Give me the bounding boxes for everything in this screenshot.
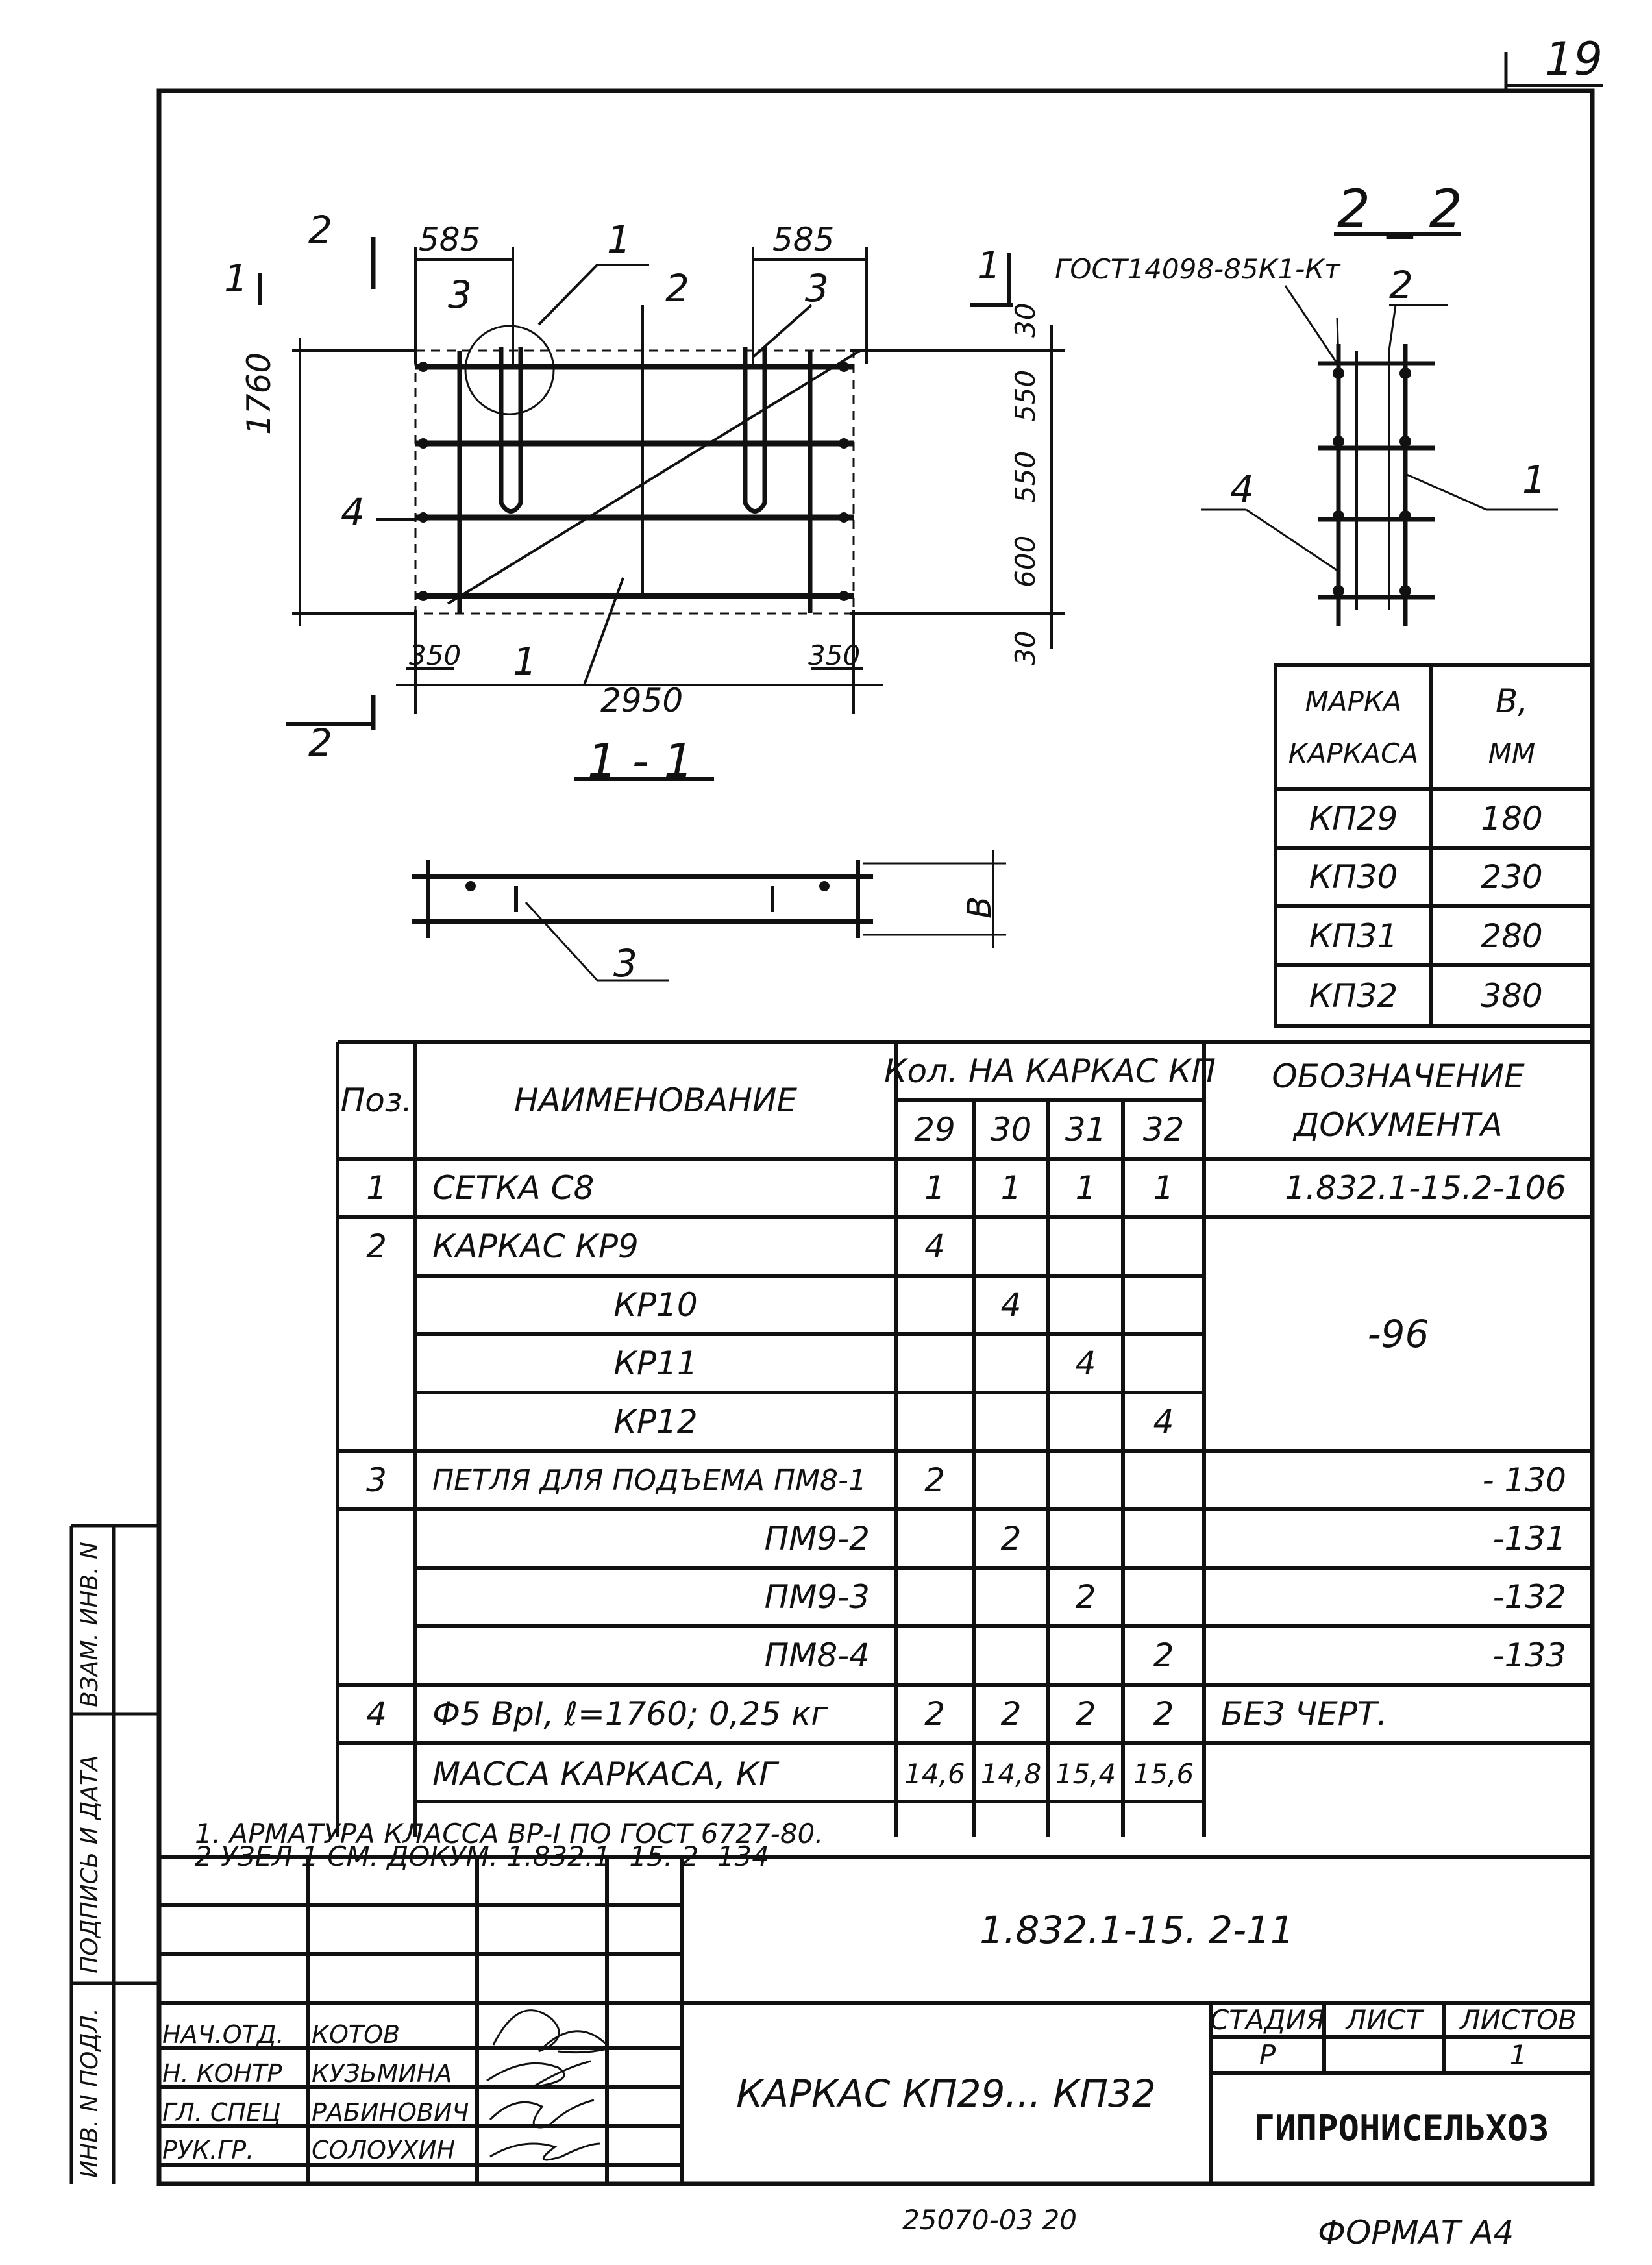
spec-cell-qty: 2	[924, 1461, 945, 1499]
section-2-2-pos-4: 4	[1230, 467, 1254, 512]
spec-cell-qty: 1	[1075, 1169, 1096, 1207]
spec-cell-name: СЕТКА С8	[432, 1169, 595, 1207]
marks-row-b: 380	[1481, 976, 1543, 1015]
spec-cell-name: Ф5 ВрI, ℓ=1760; 0,25 кг	[432, 1695, 828, 1733]
side-stamp-sign: ПОДПИСЬ И ДАТА	[77, 1755, 103, 1974]
person-name: КОТОВ	[312, 2020, 401, 2049]
spec-cell-pos: 3	[366, 1461, 387, 1499]
spec-cell-qty: 4	[1000, 1286, 1022, 1324]
spec-header-name: НАИМЕНОВАНИЕ	[514, 1082, 797, 1119]
spec-cell-qty	[896, 1509, 974, 1568]
spec-cell-qty	[896, 1276, 974, 1334]
dim-600: 600	[1009, 535, 1041, 588]
pos-3-right: 3	[805, 266, 829, 310]
sheets-value: 1	[1509, 2039, 1527, 2071]
dim-30-bottom: 30	[1009, 630, 1041, 665]
section-2-2-title: 2 _ 2	[1337, 179, 1462, 239]
spec-cell-qty	[896, 1392, 974, 1451]
spec-cell-qty	[974, 1217, 1048, 1276]
dim-350-right: 350	[808, 639, 861, 671]
sheets-label: ЛИСТОВ	[1460, 2004, 1577, 2036]
spec-cell-qty: 1	[1153, 1169, 1174, 1207]
doc-code: 1.832.1-15. 2-11	[980, 1907, 1294, 1952]
spec-cell-qty	[1048, 1276, 1123, 1334]
spec-cell-name: КР10	[613, 1286, 698, 1324]
spec-header-col: 30	[990, 1111, 1032, 1148]
spec-cell-name: ПЕТЛЯ ДЛЯ ПОДЪЕМА ПМ8-1	[432, 1463, 867, 1497]
stage-label: СТАДИЯ	[1209, 2004, 1325, 2036]
spec-cell-qty	[1123, 1451, 1204, 1509]
spec-header-col: 29	[914, 1111, 955, 1148]
spec-cell-name: КАРКАС КР9	[432, 1228, 639, 1265]
spec-cell-name: ПМ8-4	[764, 1637, 870, 1674]
spec-cell-pos: 4	[366, 1695, 387, 1733]
spec-header-doc-l2: ДОКУМЕНТА	[1294, 1106, 1503, 1144]
spec-cell-qty: 14,6	[904, 1758, 965, 1790]
pos-4: 4	[341, 490, 365, 534]
spec-cell-qty: 4	[1075, 1344, 1096, 1382]
spec-cell-qty	[1123, 1509, 1204, 1568]
spec-cell-qty	[1048, 1626, 1123, 1685]
dim-b: В	[961, 896, 998, 919]
spec-cell-qty	[974, 1451, 1048, 1509]
archive-number: 25070-03 20	[902, 2204, 1078, 2236]
spec-cell-qty	[896, 1626, 974, 1685]
stage-value: Р	[1259, 2039, 1276, 2071]
cut-mark-2: 2	[308, 208, 332, 252]
spec-cell-pos: 1	[366, 1169, 387, 1207]
spec-cell-pos	[338, 1509, 415, 1568]
dim-30-top: 30	[1009, 303, 1041, 338]
role: НАЧ.ОТД.	[162, 2020, 284, 2049]
spec-cell-qty	[1123, 1276, 1204, 1334]
cut-mark-2b: 2	[308, 721, 332, 765]
spec-cell-qty: 2	[1000, 1695, 1022, 1733]
spec-cell-qty	[896, 1334, 974, 1392]
dim-1760: 1760	[240, 352, 278, 435]
spec-merged-doc: -96	[1367, 1312, 1429, 1356]
pos-2: 2	[665, 266, 689, 310]
sheet-value	[1324, 2037, 1444, 2073]
marks-header-mark-l2: КАРКАСА	[1288, 737, 1419, 769]
spec-cell-qty: 2	[1000, 1520, 1022, 1557]
sheet-label: ЛИСТ	[1346, 2004, 1423, 2036]
spec-cell-qty	[1048, 1509, 1123, 1568]
dim-550-b: 550	[1009, 451, 1041, 503]
marks-row-mark: КП29	[1309, 799, 1398, 837]
spec-cell-name: МАССА КАРКАСА, КГ	[432, 1755, 778, 1793]
marks-row-b: 180	[1481, 799, 1543, 837]
dim-585-left: 585	[419, 221, 481, 258]
spec-cell-qty	[1048, 1217, 1123, 1276]
spec-cell-qty: 2	[1075, 1695, 1096, 1733]
small-section-drawing	[412, 850, 1006, 980]
spec-cell-doc	[1204, 1743, 1592, 1805]
spec-cell-name: ПМ9-3	[764, 1578, 870, 1616]
gost-note: ГОСТ14098-85К1-Кт	[1055, 253, 1340, 285]
spec-cell-qty: 2	[924, 1695, 945, 1733]
person-name: РАБИНОВИЧ	[312, 2098, 469, 2127]
spec-header-qty: Кол. НА КАРКАС КП	[884, 1052, 1216, 1090]
spec-cell-qty	[1048, 1451, 1123, 1509]
signatures	[487, 2011, 610, 2160]
spec-cell-qty: 2	[1075, 1578, 1096, 1616]
person-name: СОЛОУХИН	[312, 2136, 456, 2164]
dim-585-right: 585	[772, 221, 835, 258]
spec-cell-pos	[338, 1392, 415, 1451]
small-section-pos-3: 3	[613, 941, 637, 985]
spec-cell-doc: БЕЗ ЧЕРТ.	[1221, 1695, 1388, 1733]
spec-cell-qty: 4	[1153, 1403, 1174, 1441]
section-1-1-title: 1 - 1	[587, 734, 694, 788]
spec-cell-qty: 2	[1153, 1695, 1174, 1733]
spec-cell-qty: 1	[924, 1169, 945, 1207]
spec-cell-doc: 1.832.1-15.2-106	[1285, 1169, 1566, 1207]
spec-cell-qty: 15,4	[1055, 1758, 1116, 1790]
pos-1-bottom: 1	[513, 639, 537, 684]
marks-row-b: 230	[1481, 858, 1543, 896]
spec-cell-pos	[338, 1743, 415, 1805]
spec-header-pos: Поз.	[340, 1082, 413, 1119]
cut-mark-1: 1	[224, 256, 248, 301]
role: ГЛ. СПЕЦ	[162, 2098, 281, 2127]
spec-header-col: 31	[1065, 1111, 1107, 1148]
spec-header-doc-l1: ОБОЗНАЧЕНИЕ	[1272, 1057, 1525, 1095]
dim-550-a: 550	[1009, 369, 1041, 422]
section-2-2-pos-2: 2	[1389, 263, 1413, 307]
spec-cell-qty: 4	[924, 1228, 945, 1265]
marks-header-mark-l1: МАРКА	[1305, 685, 1402, 717]
spec-cell-name: КР12	[613, 1403, 698, 1441]
sheet-number: 19	[1545, 32, 1603, 86]
spec-cell-qty	[1123, 1334, 1204, 1392]
spec-cell-qty	[974, 1392, 1048, 1451]
dim-2950: 2950	[600, 682, 684, 719]
marks-row-mark: КП30	[1309, 858, 1398, 896]
spec-cell-qty	[974, 1626, 1048, 1685]
spec-cell-name: КР11	[613, 1344, 698, 1382]
spec-cell-qty: 1	[1000, 1169, 1022, 1207]
person-name: КУЗЬМИНА	[312, 2059, 452, 2088]
side-stamp-inv: ИНВ. N ПОДЛ.	[77, 2007, 103, 2178]
spec-cell-qty: 15,6	[1133, 1758, 1194, 1790]
spec-cell-qty	[974, 1334, 1048, 1392]
organization: ГИПРОНИСЕЛЬХОЗ	[1253, 2108, 1549, 2149]
spec-cell-pos	[338, 1334, 415, 1392]
spec-cell-doc: -133	[1492, 1637, 1566, 1674]
spec-cell-qty: 14,8	[980, 1758, 1042, 1790]
side-stamp-replace: ВЗАМ. ИНВ. N	[77, 1542, 103, 1707]
mesh-drawing	[415, 351, 854, 613]
spec-cell-pos	[338, 1276, 415, 1334]
marks-row-mark: КП31	[1309, 917, 1398, 955]
spec-cell-qty	[974, 1568, 1048, 1626]
marks-header-b-l2: ММ	[1488, 737, 1536, 769]
drawing-title: КАРКАС КП29... КП32	[736, 2071, 1156, 2116]
spec-cell-qty: 2	[1153, 1637, 1174, 1674]
section-2-2-pos-1: 1	[1522, 458, 1546, 502]
cut-mark-1b: 1	[977, 243, 1001, 288]
marks-row-mark: КП32	[1309, 976, 1398, 1015]
note-2: 2 УЗЕЛ 1 СМ. ДОКУМ. 1.832.1- 15. 2 -134	[195, 1840, 769, 1872]
format-label: ФОРМАТ А4	[1318, 2214, 1514, 2251]
note-1: 1. АРМАТУРА КЛАССА ВР-I ПО ГОСТ 6727-80.	[195, 1818, 824, 1850]
spec-cell-name: ПМ9-2	[764, 1520, 870, 1557]
spec-cell-qty	[1123, 1568, 1204, 1626]
section-2-2-drawing	[1201, 234, 1558, 626]
spec-cell-qty	[1048, 1392, 1123, 1451]
marks-header-b-l1: В,	[1495, 682, 1529, 720]
spec-cell-qty	[1123, 1217, 1204, 1276]
spec-cell-doc: -132	[1492, 1578, 1566, 1616]
role: Н. КОНТР	[162, 2059, 282, 2088]
spec-cell-doc: -131	[1492, 1520, 1566, 1557]
dim-350-left: 350	[409, 639, 462, 671]
pos-3-left: 3	[448, 273, 472, 317]
role: РУК.ГР.	[162, 2136, 254, 2164]
pos-1-top: 1	[607, 217, 631, 262]
spec-cell-pos: 2	[366, 1228, 387, 1265]
spec-header-col: 32	[1142, 1111, 1185, 1148]
spec-cell-qty	[896, 1568, 974, 1626]
spec-cell-doc: - 130	[1482, 1461, 1566, 1499]
spec-cell-pos	[338, 1568, 415, 1626]
marks-row-b: 280	[1481, 917, 1543, 955]
spec-cell-pos	[338, 1626, 415, 1685]
